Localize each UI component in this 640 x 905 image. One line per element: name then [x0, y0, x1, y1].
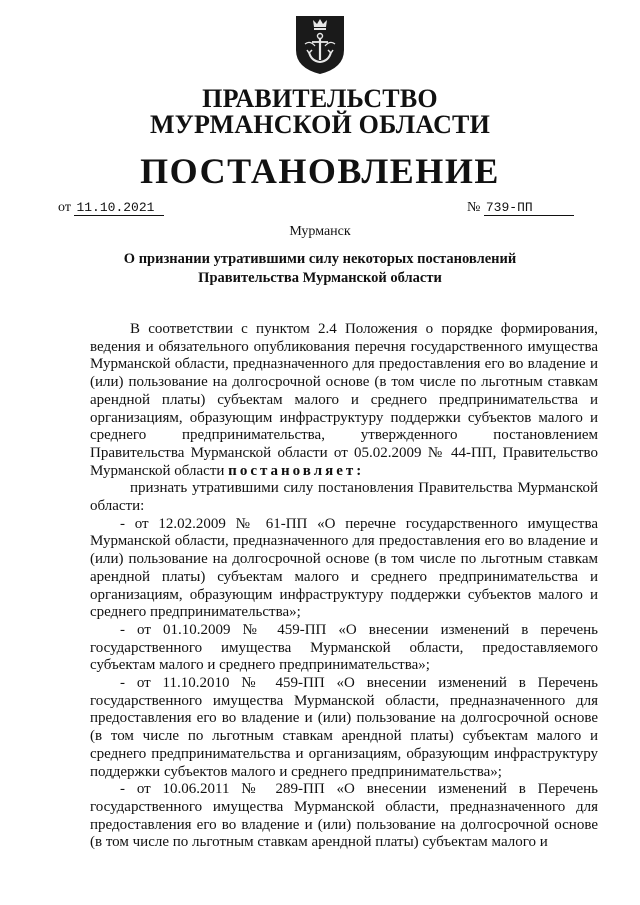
org-title-line2: МУРМАНСКОЙ ОБЛАСТИ — [149, 110, 491, 139]
subject-line1: О признании утратившими силу некоторых постановлений — [123, 251, 517, 267]
list-item: - от 10.06.2011 № 289-ПП «О внесении изменений в Перечень государственного имущества Мурманской области, предназначенного для предоставления его во владение и (или) пользование на долгосрочной основе (в том числе по льготным ставкам арендной платы) субъектам малого и — [90, 781, 598, 851]
document-type-title: ПОСТАНОВЛЕНИЕ — [140, 151, 500, 191]
coat-of-arms-icon — [293, 14, 347, 76]
list-item: - от 11.10.2010 № 459-ПП «О внесении изменений в Перечень государственного имущества Мурманской области, предназначенного для предоставления его во владение и (или) пользование на долгосрочной основе (в том числе по льготным ставкам арендной платы) субъектам малого и среднего предпринимательства и организациям, образующим инфраструктуру поддержки субъектов малого и среднего предпринимательства»; — [90, 675, 598, 780]
document-subject — [120, 250, 520, 288]
subject-line2: Правительства Мурманской области — [198, 270, 442, 286]
number-prefix: № — [467, 200, 481, 215]
date-line — [58, 200, 164, 216]
document-date: 11.10.2021 — [74, 200, 164, 216]
list-item: - от 12.02.2009 № 61-ПП «О перечне государственного имущества Мурманской области, предназначенного для предоставления его во владение и (или) пользование на долгосрочной основе (в том числе по льготным ставкам арендной платы) субъектам малого и среднего предпринимательства и организациям, образующим инфраструктуру поддержки субъектов малого и среднего предпринимательства»; — [90, 515, 598, 621]
date-prefix: от — [58, 200, 71, 215]
number-line — [467, 200, 574, 216]
preamble-text: В соответствии с пунктом 2.4 Положения о порядке формирования, ведения и обязательного опубликования перечня государственного имущества Мурманской области, предназначенного для предоставления его во владение и (или) пользование на долгосрочной основе (в том числе по льготным ставкам арендной платы) субъектам малого и среднего предпринимательства и организациям, образующим инфраструктуру поддержки субъектов малого и среднего предпринимательства, утвержденного постановлением Правительства Мурманской области от 05.02.2009 № 44-ПП, Правительство Мурманской области — [90, 321, 598, 479]
resolve-paragraph: признать утратившими силу постановления Правительства Мурманской области: — [90, 480, 598, 515]
org-title-line1: ПРАВИТЕЛЬСТВО — [202, 84, 438, 113]
city-name: Мурманск — [289, 224, 351, 239]
list-item: - от 01.10.2009 № 459-ПП «О внесении изменений в перечень государственного имущества Мурманской области, предоставляемого субъектам малого и среднего предпринимательства»; — [90, 621, 598, 674]
preamble-paragraph — [90, 321, 598, 480]
decree-word: постановляет: — [228, 462, 365, 479]
document-body — [90, 321, 598, 852]
document-number: 739-ПП — [484, 200, 574, 216]
